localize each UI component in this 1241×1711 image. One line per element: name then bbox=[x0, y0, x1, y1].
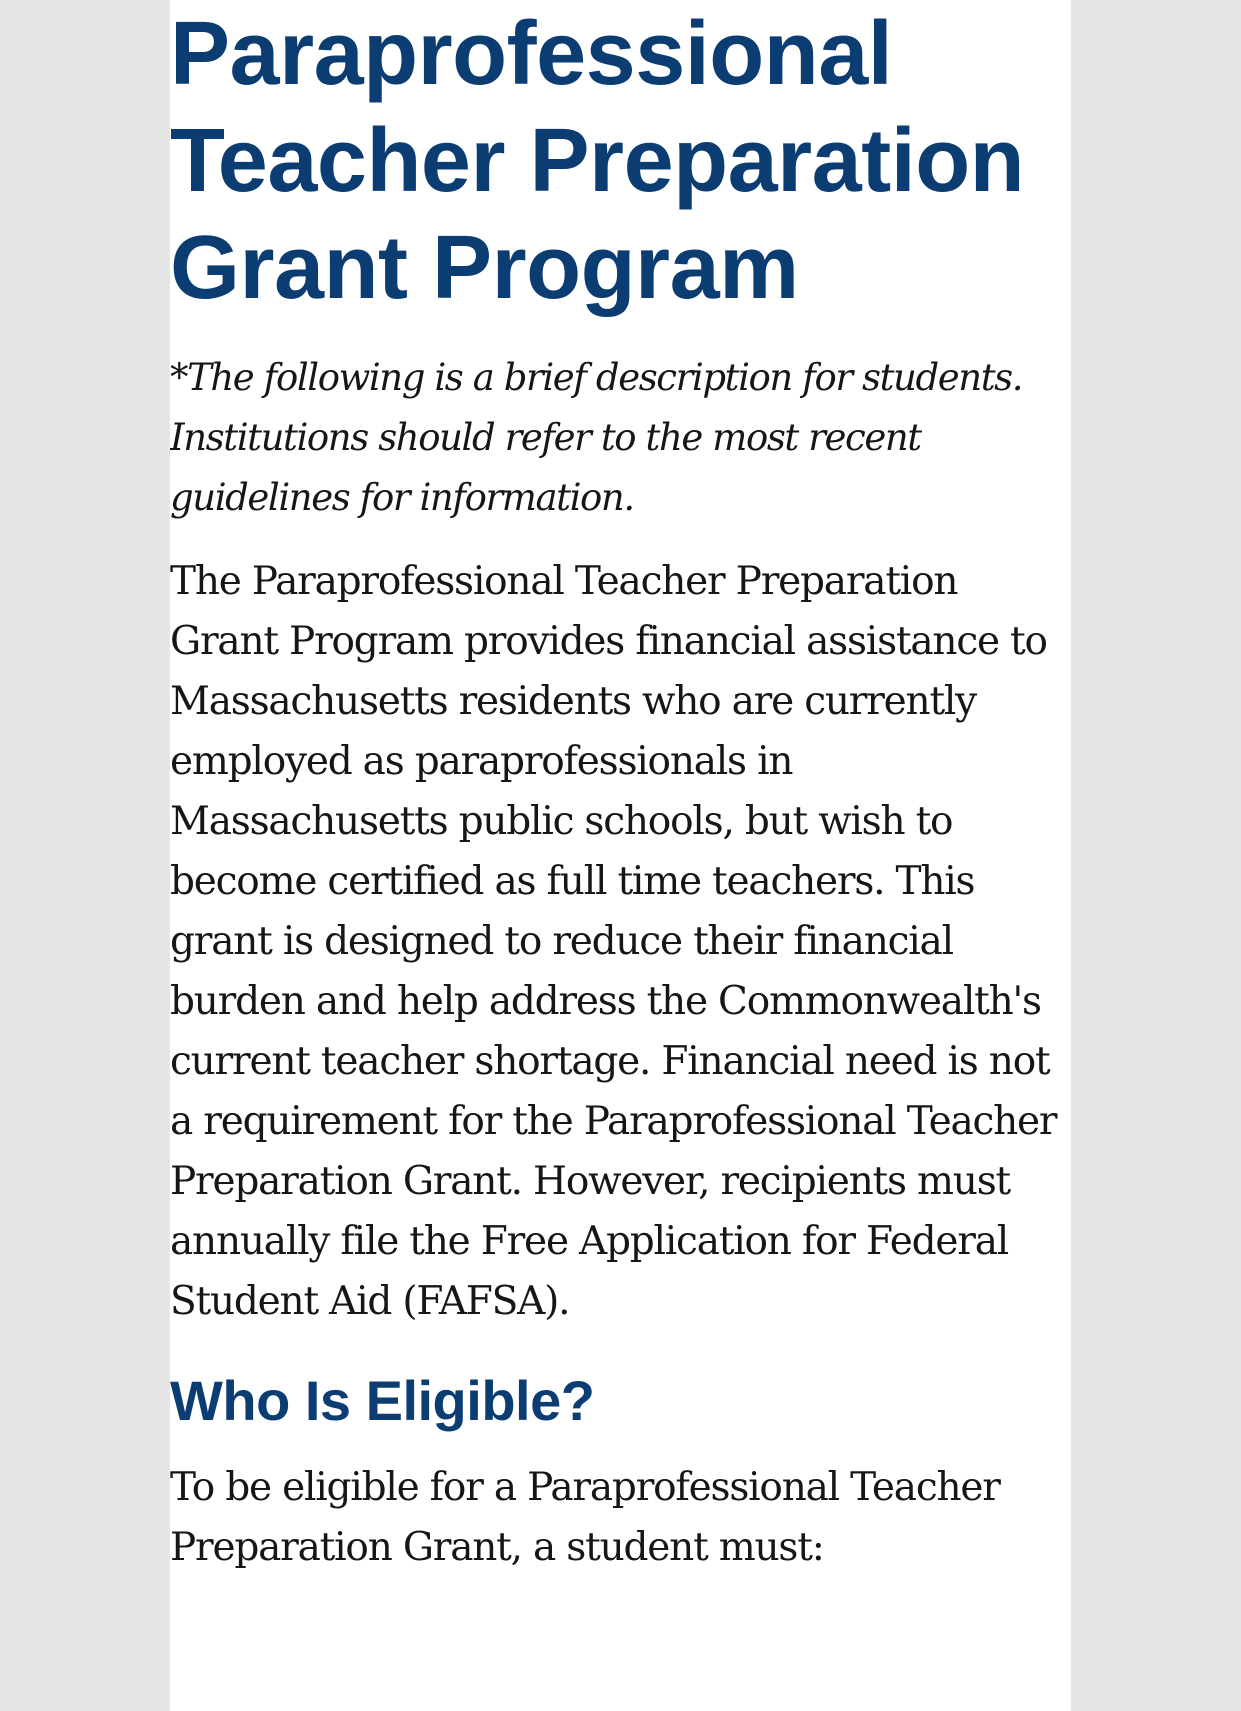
eligibility-heading: Who Is Eligible? bbox=[170, 1369, 595, 1432]
eligibility-intro: To be eligible for a Paraprofessional Teacher Preparation Grant, a student must: bbox=[170, 1465, 1000, 1570]
program-description: The Paraprofessional Teacher Preparation Grant Program provides financial assistance to Massachusetts residents who are currently employed as paraprofessionals in Massachusetts public schools, but wish to become certified as full time teachers. This grant is designed to reduce their financial burden and help address the Commonwealth's current teacher shortage. Financial need is not a requirement for the Paraprofessional Teacher Preparation Grant. However, recipients must annually file the Free Application for Federal Student Aid (FAFSA). bbox=[170, 559, 1057, 1324]
page-title: Paraprofessional Teacher Preparation Grant Program bbox=[170, 4, 1025, 318]
content-page bbox=[170, 0, 1071, 1711]
disclaimer-note: *The following is a brief description for students. Institutions should refer to the most recent guidelines for information. bbox=[170, 356, 1023, 519]
